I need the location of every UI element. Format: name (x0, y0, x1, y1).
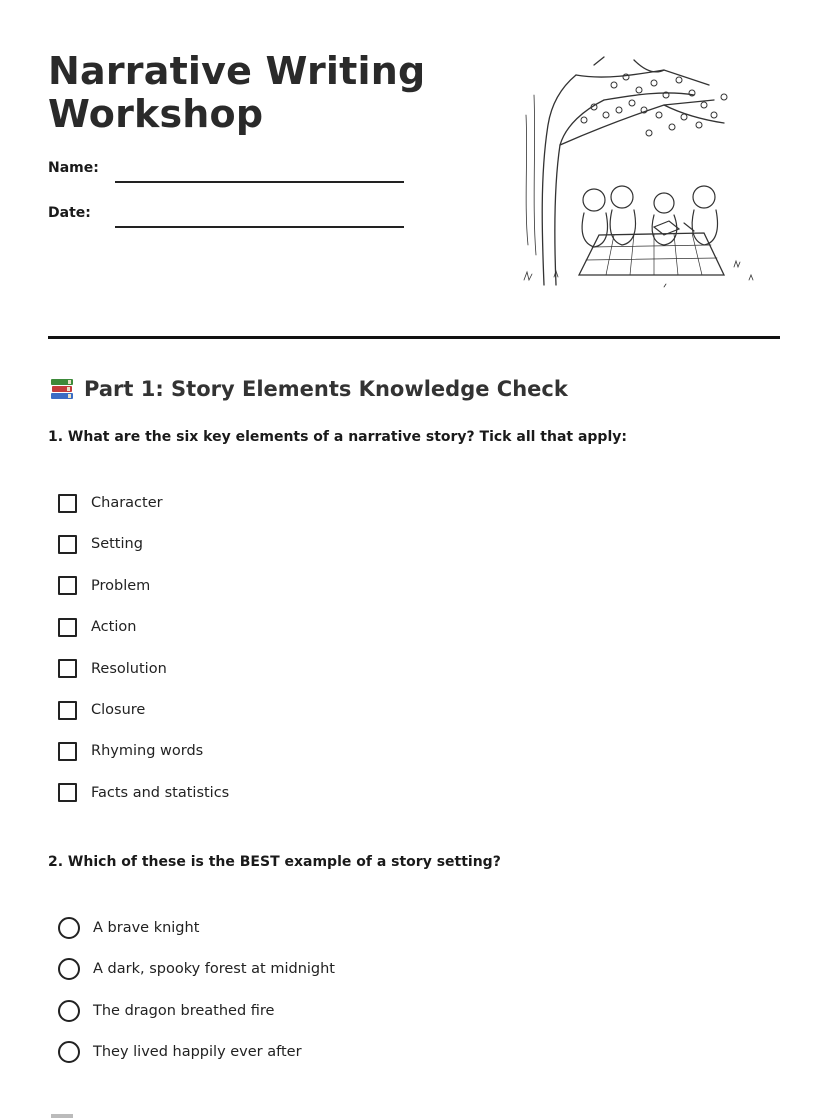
radio-option[interactable] (58, 916, 199, 940)
option-label: The dragon breathed fire (93, 1002, 275, 1019)
date-line[interactable] (115, 226, 404, 228)
date-label: Date: (48, 205, 91, 221)
option-label: Character (91, 495, 163, 511)
option-label: They lived happily ever after (93, 1044, 302, 1061)
radio-option[interactable] (58, 957, 335, 981)
checkbox[interactable] (58, 659, 77, 678)
checkbox[interactable] (58, 535, 77, 554)
checkbox[interactable] (58, 701, 77, 720)
checkbox-option[interactable] (58, 615, 136, 639)
radio-button[interactable] (58, 958, 80, 980)
name-field[interactable] (48, 160, 408, 190)
radio-button[interactable] (58, 917, 80, 939)
checkbox-option[interactable] (58, 532, 143, 556)
option-label: A dark, spooky forest at midnight (93, 961, 335, 978)
books-icon (48, 375, 76, 403)
option-label: A brave knight (93, 920, 200, 936)
checkbox-option[interactable] (58, 739, 203, 763)
next-section-icon (48, 1110, 76, 1118)
radio-option[interactable] (58, 1040, 302, 1064)
checkbox-option[interactable] (58, 698, 145, 722)
option-label: Action (91, 619, 137, 636)
option-label: Closure (91, 702, 146, 718)
section-divider (48, 336, 780, 339)
part1-heading (48, 374, 568, 404)
title-line-2: Workshop (48, 92, 264, 136)
checkbox[interactable] (58, 783, 77, 802)
option-label: Rhyming words (91, 743, 204, 760)
radio-button[interactable] (58, 1041, 80, 1063)
name-line[interactable] (115, 181, 404, 183)
checkbox[interactable] (58, 618, 77, 637)
title-line-1: Narrative Writing (48, 49, 426, 93)
checkbox-option[interactable] (58, 491, 163, 515)
date-field[interactable] (48, 205, 408, 235)
page-title (48, 50, 468, 136)
radio-button[interactable] (58, 1000, 80, 1022)
checkbox[interactable] (58, 576, 77, 595)
checkbox-option[interactable] (58, 781, 229, 805)
option-label: Facts and statistics (91, 784, 230, 801)
option-label: Setting (91, 536, 143, 553)
checkbox[interactable] (58, 494, 77, 513)
option-label: Problem (91, 577, 151, 594)
radio-option[interactable] (58, 999, 274, 1023)
question-1: 1. What are the six key elements of a narrative story? Tick all that apply: (48, 429, 627, 445)
question-2: 2. Which of these is the BEST example of a story setting? (48, 854, 501, 870)
part1-title: Part 1: Story Elements Knowledge Check (84, 377, 568, 401)
option-label: Resolution (91, 660, 167, 677)
checkbox-option[interactable] (58, 657, 167, 681)
checkbox-option[interactable] (58, 574, 150, 598)
checkbox[interactable] (58, 742, 77, 761)
name-label: Name: (48, 160, 99, 176)
children-reading-under-tree-illustration (514, 55, 764, 295)
